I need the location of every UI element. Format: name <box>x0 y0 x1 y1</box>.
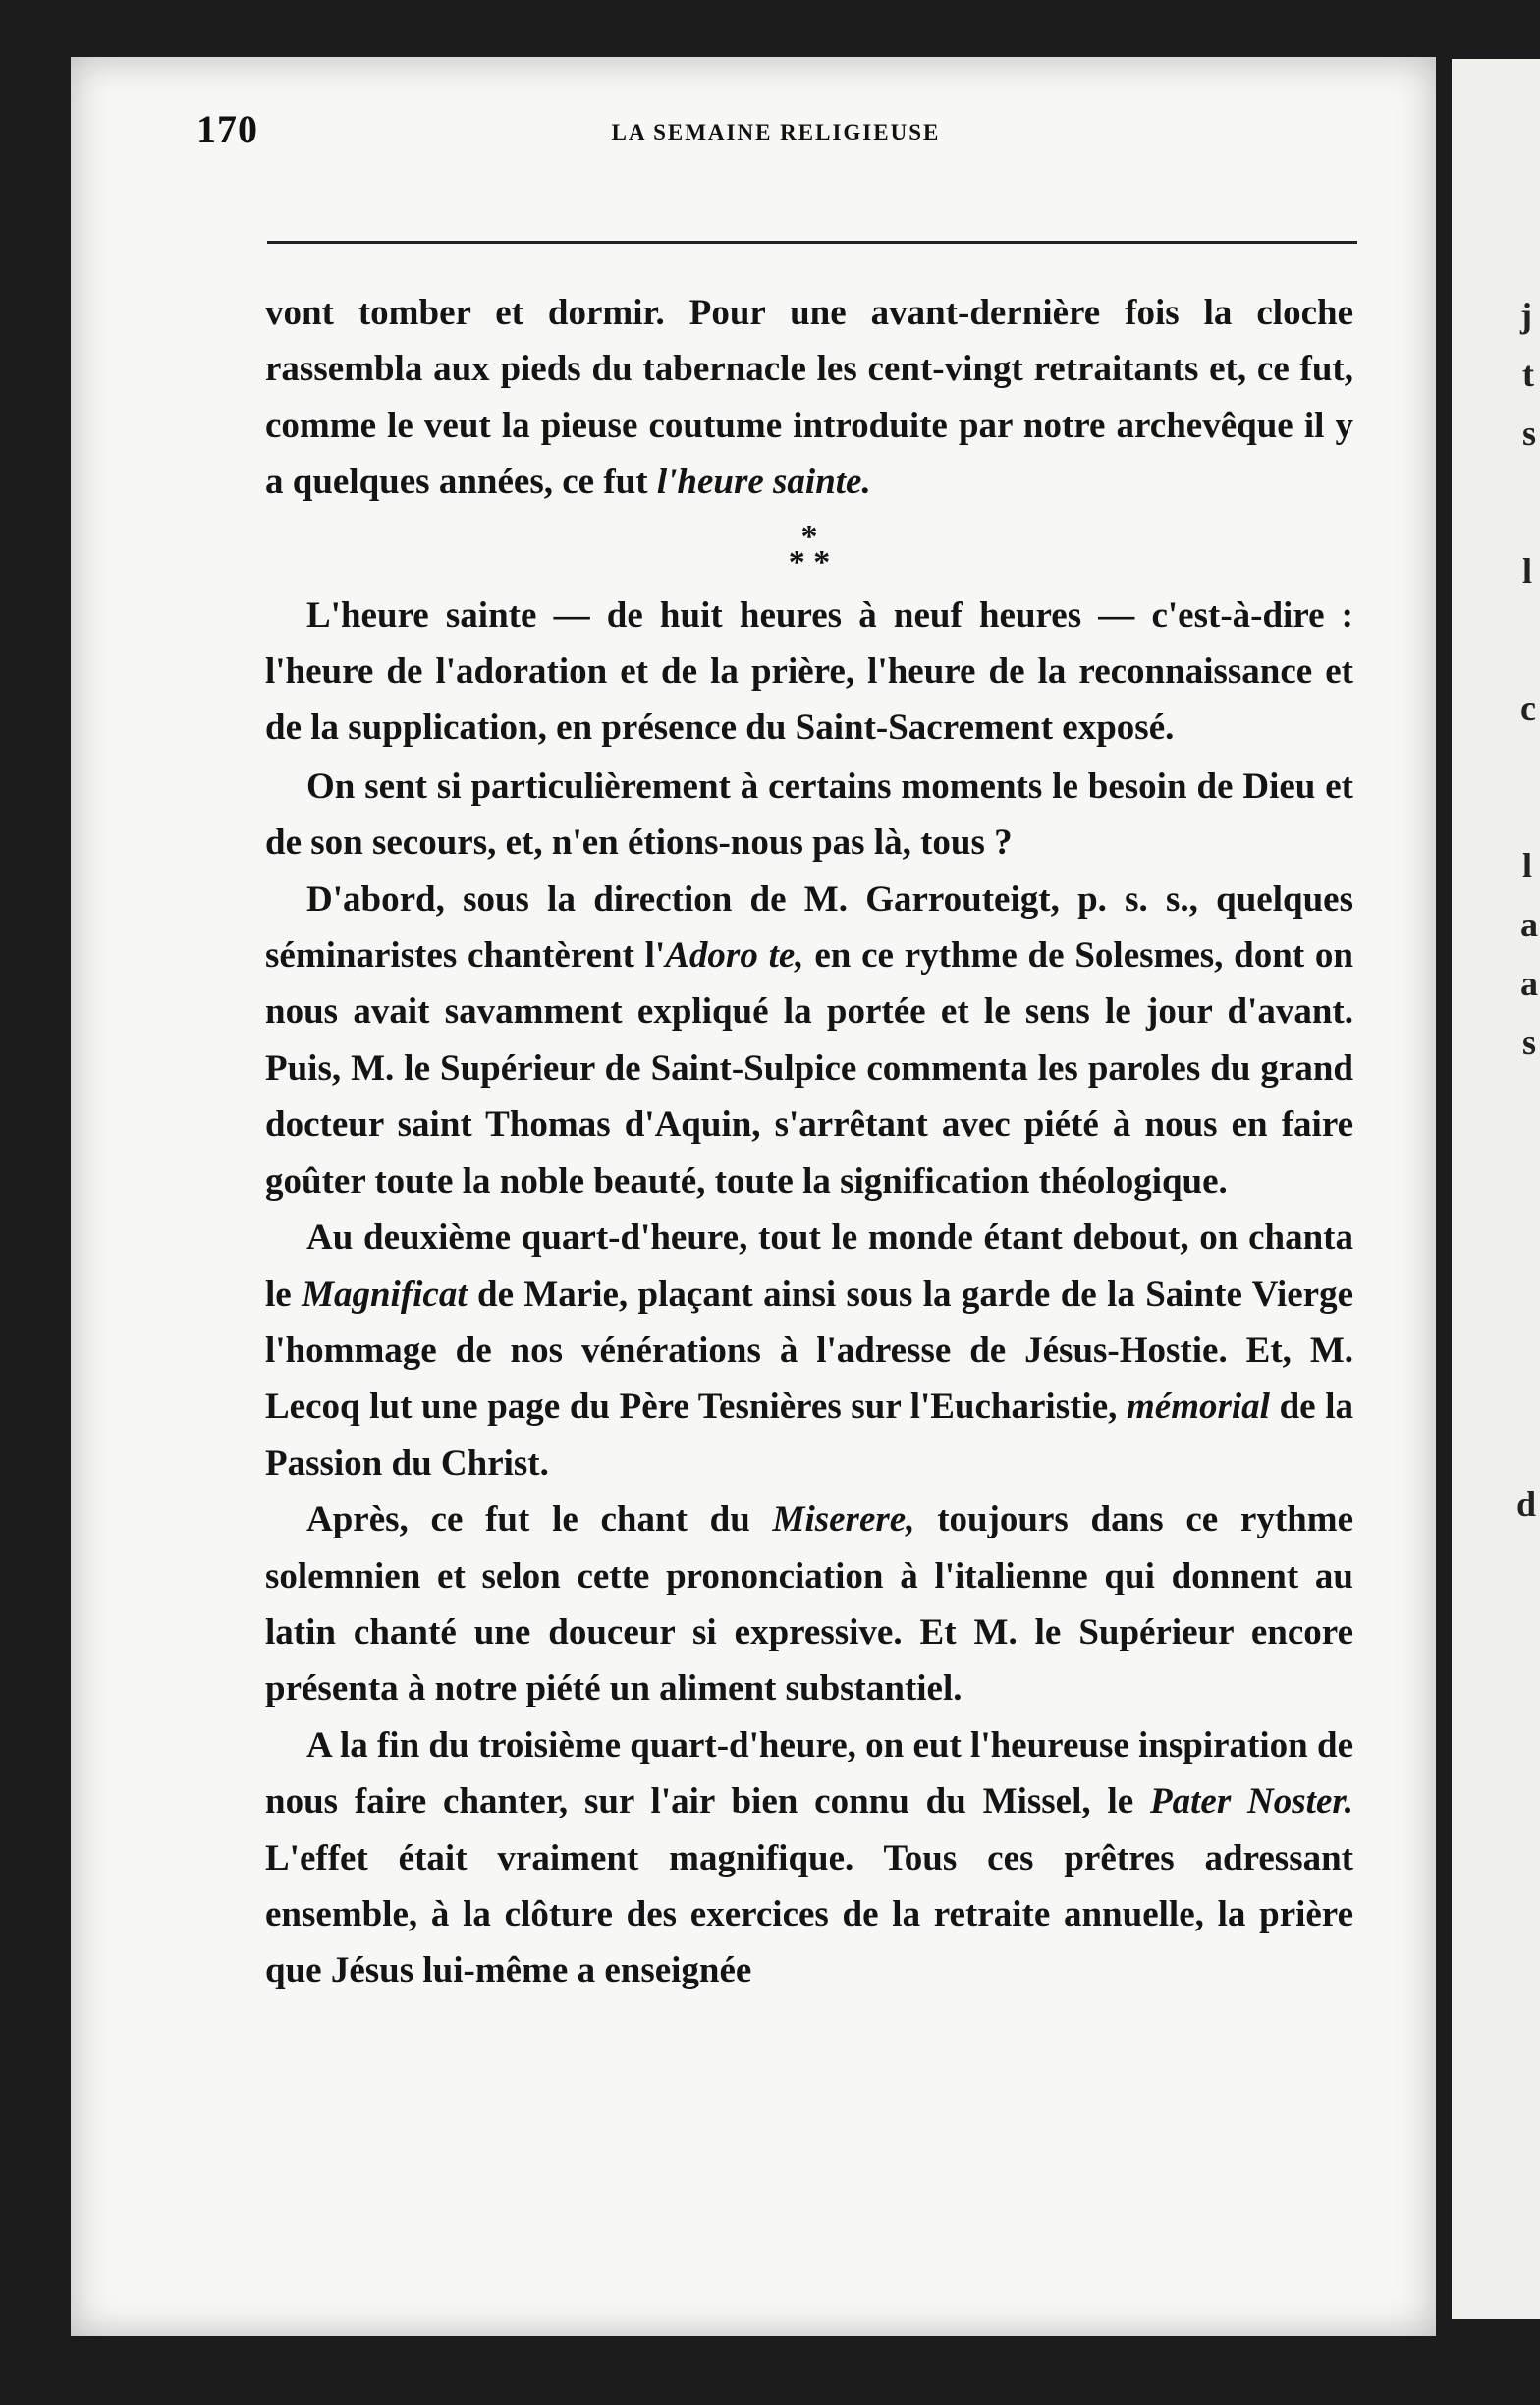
paragraph-text: A la fin du troisième quart-d'heure, on eut l'heureuse inspiration de nous faire chanter, sur l'air bien connu du Missel, le <box>265 1724 1353 1822</box>
facing-page-fragment: l <box>1522 846 1533 885</box>
italic-text: Miserere, <box>772 1499 915 1540</box>
article-body <box>265 285 1353 1999</box>
italic-text: Magnificat <box>302 1273 468 1314</box>
facing-page-fragment: j <box>1520 296 1532 335</box>
italic-text: Adoro te, <box>665 935 804 977</box>
running-title: LA SEMAINE RELIGIEUSE <box>611 120 941 144</box>
header-rule <box>267 241 1357 244</box>
paragraph: On sent si particulièrement à certains moments le besoin de Dieu et de son secours, et, n'en étions-nous pas là, tous ? <box>265 765 1353 864</box>
facing-page-fragment: d <box>1516 1484 1537 1524</box>
facing-page-fragment: s <box>1522 1023 1537 1062</box>
paragraph <box>265 871 1353 1209</box>
facing-page-fragment: c <box>1520 689 1536 728</box>
italic-text: Pater Noster. <box>1150 1781 1353 1822</box>
paragraph-text: Après, ce fut le chant du <box>306 1499 773 1540</box>
paragraph-text: D'abord, sous la direction de M. Garrouteigt, p. s. s., quelques séminaristes chantèrent l' <box>265 878 1353 977</box>
paragraph <box>265 1717 1353 1999</box>
facing-page-fragment: s <box>1522 414 1537 453</box>
asterisk-pair-icon: * * <box>788 543 831 581</box>
facing-page-fragment: t <box>1522 355 1534 394</box>
facing-page-fragment: l <box>1522 551 1533 590</box>
paragraph <box>265 285 1353 511</box>
paragraph-text: vont tomber et dormir. Pour une avant-dernière fois la cloche rassembla aux pieds du tabernacle les cent-vingt retraitants et, ce fut, comme le veut la pieuse coutume introduite par notre archevêque il y a quelques années, ce fut <box>265 293 1353 503</box>
facing-page-fragment: a <box>1520 964 1538 1003</box>
italic-text: l'heure sainte. <box>656 462 871 503</box>
page-header <box>196 106 1355 165</box>
page-number: 170 <box>196 107 258 151</box>
paragraph <box>265 1491 1353 1717</box>
paragraph-text: toujours dans ce rythme solemnien et selon cette prononciation à l'italienne qui donnent au latin chanté une douceur si expressive. Et M. le Supérieur encore présenta à notre piété un aliment substantiel. <box>265 1499 1353 1709</box>
paragraph-text: de la Passion du Christ. <box>265 1386 1353 1483</box>
italic-text: mémorial <box>1127 1386 1270 1427</box>
asterisk-icon: * <box>800 518 818 555</box>
paragraph-text: de Marie, plaçant ainsi sous la garde de la Sainte Vierge l'hommage de nos vénérations à l'adresse de Jésus-Hostie. Et, M. Lecoq lut une page du Père Tesnières sur l'Eucharistie, <box>265 1273 1353 1427</box>
paragraph <box>265 1209 1353 1491</box>
paragraph: L'heure sainte — de huit heures à neuf heures — c'est-à-dire : l'heure de l'adoration et de la prière, l'heure de la reconnaissance et de la supplication, en présence du Saint-Sacrement exposé. <box>265 594 1353 749</box>
paragraph-text: Au deuxième quart-d'heure, tout le monde étant debout, on chanta le <box>265 1217 1353 1314</box>
paragraph-text: en ce rythme de Solesmes, dont on nous avait savamment expliqué la portée et le sens le jour d'avant. Puis, M. le Supérieur de Saint-Sulpice commenta les paroles du grand docteur saint Thomas d'Aquin, s'arrêtant avec piété à nous en faire goûter toute la noble beauté, toute la signification théologique. <box>265 935 1354 1202</box>
facing-page-edge <box>1452 59 1540 2319</box>
facing-page-fragment: a <box>1520 905 1538 944</box>
paragraph-text: L'effet était vraiment magnifique. Tous ces prêtres adressant ensemble, à la clôture des exercices de la retraite annuelle, la prière que Jésus lui-même a enseignée <box>265 1837 1353 1991</box>
section-separator <box>265 511 1353 587</box>
